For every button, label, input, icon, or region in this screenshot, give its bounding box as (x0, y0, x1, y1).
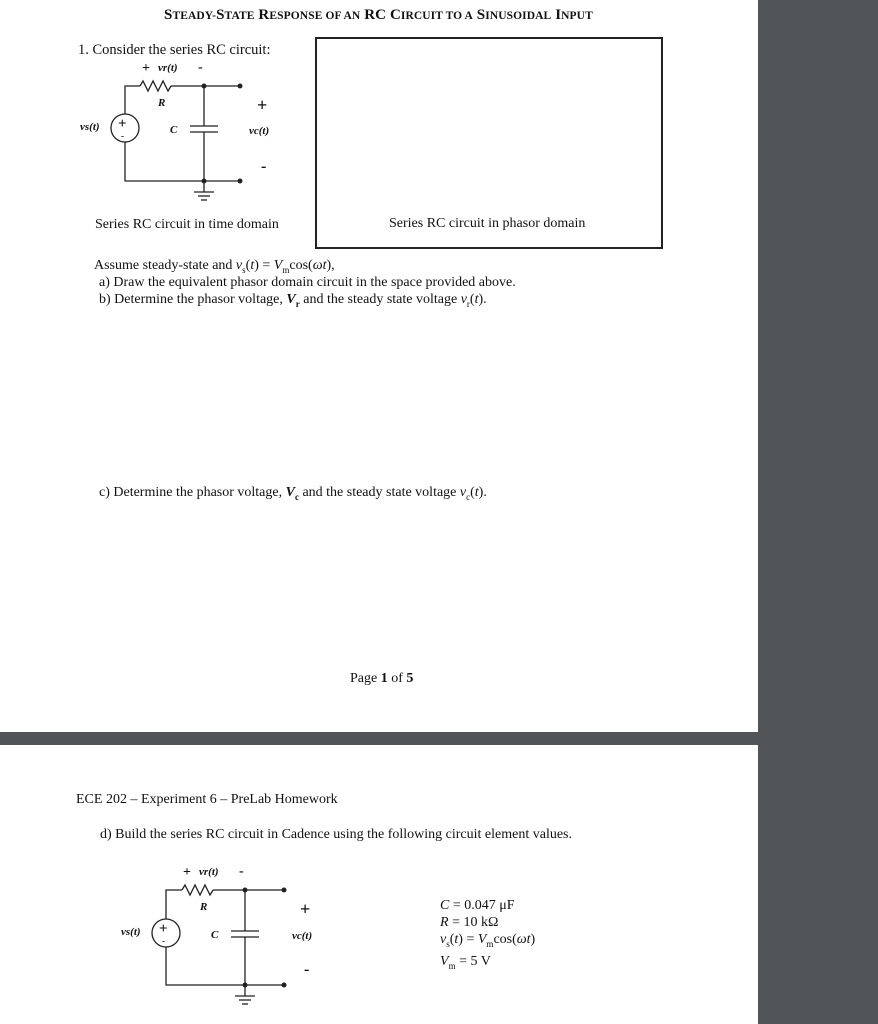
vr-minus-sign: - (198, 60, 203, 75)
vc-label: vc(t) (292, 930, 313, 942)
resistor-icon (140, 81, 171, 91)
resistor-label: R (158, 97, 166, 109)
vc-minus-sign: - (261, 158, 267, 175)
vr-plus-sign: + (183, 865, 191, 880)
source-plus-sign: + (159, 921, 168, 937)
part-c-text: c) Determine the phasor voltage, $V_c$ and the steady state voltage $v_c(t)$. (99, 485, 487, 502)
part-a-text: a) Draw the equivalent phasor domain circuit in the space provided above. (99, 275, 516, 290)
part-d-text: d) Build the series RC circuit in Cadence using the following circuit element values. (100, 827, 572, 842)
source-minus-sign: - (121, 131, 124, 141)
capacitance-value: C = 0.047 μF (440, 898, 515, 913)
source-plus-sign: + (118, 116, 127, 132)
capacitor-label: C (170, 124, 178, 136)
vs-label: vs(t) (80, 121, 100, 133)
assume-statement: Assume steady-state and $v_s(t) = V_m\cos(\omega t)$, (94, 258, 335, 275)
vc-minus-sign: - (304, 961, 310, 978)
amplitude-value: $V_m = 5$ V (440, 953, 491, 971)
vr-label: vr(t) (158, 62, 178, 74)
resistor-label: R (200, 901, 208, 913)
phasor-domain-caption: Series RC circuit in phasor domain (389, 216, 586, 231)
element-values (440, 897, 535, 975)
vr-label: vr(t) (199, 866, 219, 878)
circuit-wiring-2 (0, 745, 1, 746)
time-domain-caption: Series RC circuit in time domain (95, 217, 279, 232)
vc-plus-sign: + (300, 899, 311, 919)
part-b-text: b) Determine the phasor voltage, $V_r$ and the steady state voltage $v_r(t)$. (99, 292, 487, 309)
vc-plus-sign: + (257, 95, 268, 115)
source-equation: $v_s(t) = V_m\cos(\omega t)$ (440, 932, 536, 949)
resistor-icon (182, 885, 213, 895)
vr-minus-sign: - (239, 864, 244, 879)
vc-label: vc(t) (249, 125, 270, 137)
vr-plus-sign: + (142, 61, 150, 76)
resistance-value: R = 10 kΩ (440, 915, 499, 930)
page-number: Page 1 of 5 (350, 671, 414, 686)
page-header: ECE 202 – Experiment 6 – PreLab Homework (76, 792, 338, 807)
circuit-wiring (0, 0, 1, 1)
problem-intro: 1. Consider the series RC circuit: (78, 42, 271, 58)
page-title: STEADY-STATE RESPONSE OF AN RC CIRCUIT TO A SINUSOIDAL INPUT (164, 7, 593, 23)
pdf-page-2 (0, 745, 758, 1024)
phasor-drawing-box (315, 37, 663, 249)
source-minus-sign: - (162, 936, 165, 946)
capacitor-label: C (211, 929, 219, 941)
vs-label: vs(t) (121, 926, 141, 938)
